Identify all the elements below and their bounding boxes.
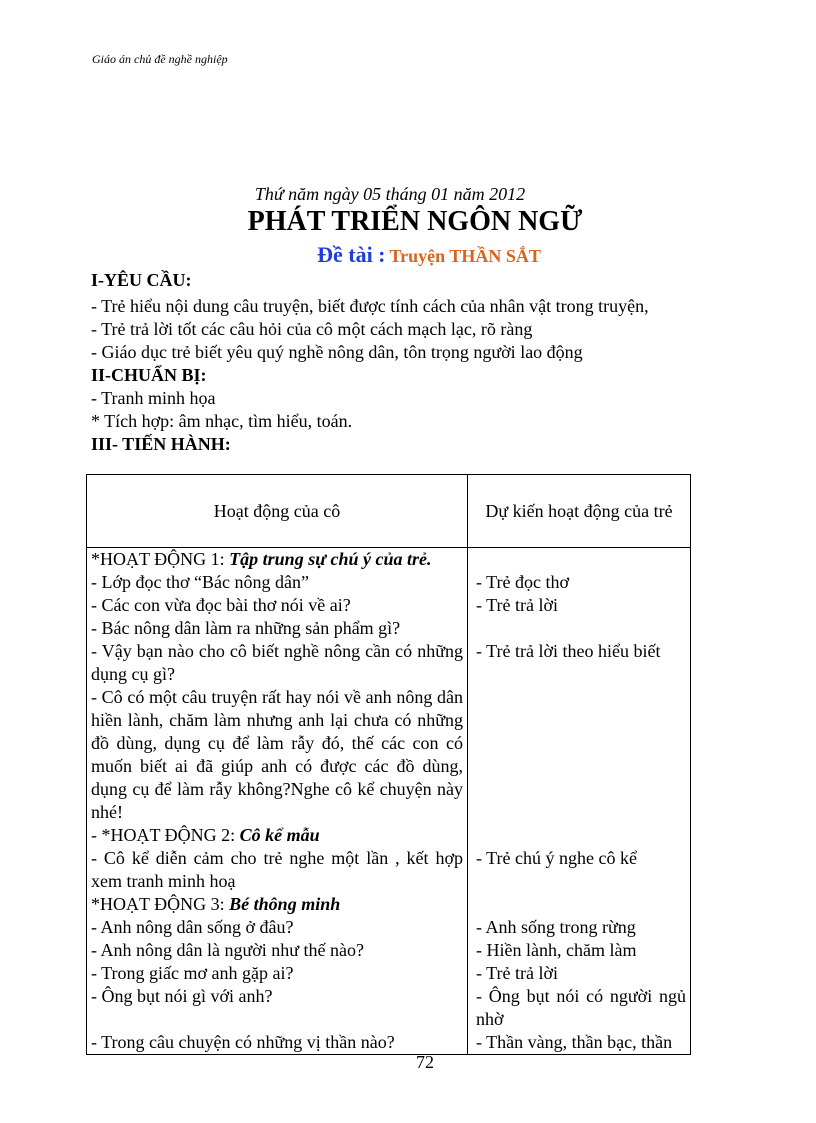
preparation-item: - Tranh minh họa	[91, 388, 216, 408]
teacher-step: - Cô có một câu truyện rất hay nói về anh nông dân hiền lành, chăm làm nhưng anh lại chưa có những đồ dùng, dụng cụ để làm rẫy đó, thế các con có muốn biết ai đã giúp anh có được các đồ dùng, dụng cụ để làm rẫy không?Nghe cô kể chuyện này nhé!	[91, 687, 463, 822]
lesson-date: Thứ năm ngày 05 tháng 01 năm 2012	[254, 184, 526, 204]
child-response: - Trẻ đọc thơ	[476, 572, 570, 592]
activity-1-name: Tập trung sự chú ý của trẻ.	[229, 549, 432, 569]
child-response: - Hiền lành, chăm làm	[476, 940, 637, 960]
page-title: PHÁT TRIỂN NGÔN NGỮ	[247, 206, 583, 237]
spacer	[91, 1008, 463, 1031]
teacher-step: - Lớp đọc thơ “Bác nông dân”	[91, 572, 309, 592]
teacher-step: - Cô kể diễn cảm cho trẻ nghe một lần , kết hợp xem tranh minh hoạ	[91, 848, 463, 891]
activity-1-prefix: *HOẠT ĐỘNG 1:	[91, 549, 230, 569]
child-response: - Trẻ chú ý nghe cô kể	[476, 848, 637, 868]
teacher-step: - Ông bụt nói gì với anh?	[91, 986, 273, 1006]
teacher-step: - Các con vừa đọc bài thơ nói về ai?	[91, 595, 351, 615]
teacher-step: - Anh nông dân là người như thế nào?	[91, 940, 364, 960]
section-preparation-heading: II-CHUẨN BỊ:	[91, 365, 207, 385]
section-requirements-heading: I-YÊU CẦU:	[91, 270, 192, 290]
spacer	[476, 663, 686, 847]
teacher-step: - Trong giấc mơ anh gặp ai?	[91, 963, 294, 983]
child-response: - Ông bụt nói có người ngủ nhờ	[476, 986, 686, 1029]
activity-2-heading	[91, 824, 463, 847]
spacer	[476, 870, 686, 916]
teacher-activities-cell	[87, 548, 468, 1055]
activity-1-heading	[91, 548, 463, 571]
child-response: - Anh sống trong rừng	[476, 917, 636, 937]
teacher-column-header: Hoạt động của cô	[87, 475, 468, 548]
teacher-step: - Trong câu chuyện có những vị thần nào?	[91, 1032, 395, 1052]
activity-table	[86, 474, 691, 1055]
teacher-step: - Anh nông dân sống ở đâu?	[91, 917, 294, 937]
requirement-item: - Giáo dục trẻ biết yêu quý nghề nông dân, tôn trọng người lao động	[91, 342, 583, 362]
activity-3-heading	[91, 893, 463, 916]
requirement-item: - Trẻ hiểu nội dung câu truyện, biết được tính cách của nhân vật trong truyện,	[91, 296, 649, 316]
page-header: Giáo án chủ đề nghề nghiệp	[92, 52, 228, 66]
topic-label: Đề tài :	[317, 242, 386, 267]
activity-2-name: Cô kể mẫu	[239, 825, 320, 845]
child-response: - Trẻ trả lời	[476, 595, 559, 615]
section-procedure-heading: III- TIẾN HÀNH:	[91, 434, 231, 454]
child-response: - Trẻ trả lời theo hiểu biết	[476, 641, 661, 661]
spacer	[476, 548, 686, 571]
preparation-item: * Tích hợp: âm nhạc, tìm hiểu, toán.	[91, 411, 353, 431]
teacher-step: - Vậy bạn nào cho cô biết nghề nông cần có những dụng cụ gì?	[91, 641, 463, 684]
table-header-row	[87, 475, 691, 548]
activity-2-prefix: - *HOẠT ĐỘNG 2:	[91, 825, 240, 845]
child-column-header: Dự kiến hoạt động của trẻ	[468, 475, 691, 548]
child-response: - Thần vàng, thần bạc, thần	[476, 1032, 673, 1052]
table-row	[87, 548, 691, 1055]
page-number: 72	[416, 1052, 434, 1072]
requirement-item: - Trẻ trả lời tốt các câu hỏi của cô một cách mạch lạc, rõ ràng	[91, 319, 533, 339]
topic-value: Truyện THẦN SẮT	[389, 246, 541, 266]
activity-3-prefix: *HOẠT ĐỘNG 3:	[91, 894, 230, 914]
activity-3-name: Bé thông minh	[229, 894, 341, 914]
topic-line	[0, 242, 816, 268]
child-activities-cell	[468, 548, 691, 1055]
teacher-step: - Bác nông dân làm ra những sản phẩm gì?	[91, 618, 401, 638]
child-response: - Trẻ trả lời	[476, 963, 559, 983]
spacer	[476, 617, 686, 640]
